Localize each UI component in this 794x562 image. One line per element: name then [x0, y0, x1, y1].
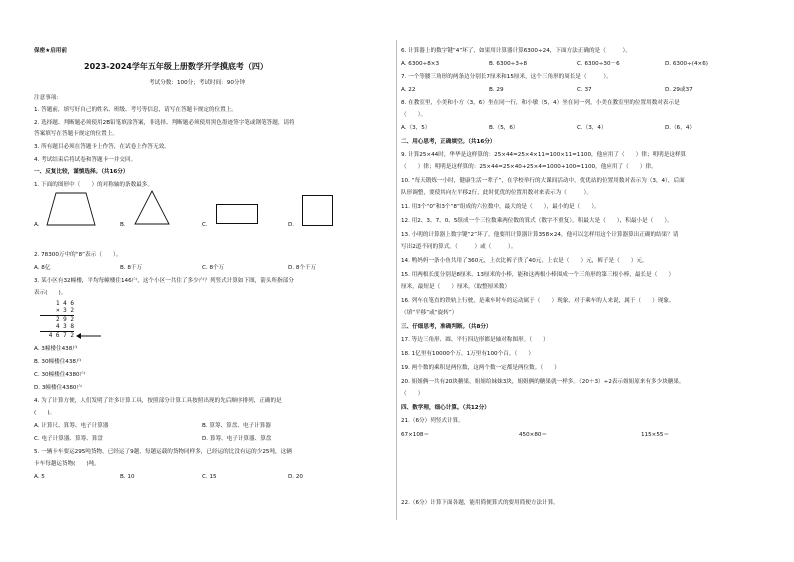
question-5-cont: 卡车每趟运货物( )吨。: [34, 461, 100, 467]
notes-heading: 注意事项：: [34, 95, 62, 101]
question-15: 15. 用两根长度分别是8厘米、13厘米的小棒，能和这两根小棒围成一个三角形的第三根小棒，最长是（ ）: [401, 272, 675, 278]
question-16-cont: （填“平移”或“旋转”）: [401, 310, 458, 316]
mult-row-2: × 3 2: [40, 307, 74, 315]
q3-option-d: D. 3幢楼住4380户: [34, 385, 83, 391]
question-3-cont: 表示( )。: [34, 290, 67, 296]
column-divider: [396, 40, 397, 520]
exam-title: 2023-2024学年五年级上册数学开学摸底考（四）: [84, 62, 268, 71]
q6-option-d: D. 6300÷(4×6): [665, 61, 708, 67]
q4-option-c: C. 电子计算器、算筹、算盘: [34, 436, 103, 442]
question-5: 5. 一辆卡车要运295吨货物，已经运了9趟，每趟运载的货物同样多，已经运的比没有运的少25吨，这辆: [34, 449, 292, 455]
question-19: 19. 两个数的乘积是两位数，这两个数一定都是两位数。（ ）: [401, 365, 560, 371]
question-15-cont: 厘米，最短是（ ）厘米。（取整厘米数）: [401, 284, 511, 290]
question-4: 4. 为了计算方便，人们发明了许多计算工具，按照部分计算工具按照出现的先后顺序排列，正确的是: [34, 398, 282, 404]
q21-item-2: 450×80＝: [519, 432, 548, 438]
q21-item-1: 67×108＝: [401, 432, 430, 438]
question-4-cont: ( )。: [34, 410, 56, 416]
q8-option-a: A.（3，5）: [401, 125, 431, 131]
question-21: 21.（6分）列竖式计算。: [401, 418, 464, 424]
q2-option-b: B. 8千万: [120, 265, 143, 271]
q8-option-b: B.（5，6）: [489, 125, 519, 131]
question-20-cont: （ ）: [401, 391, 424, 397]
q7-option-b: B. 29: [489, 87, 504, 93]
left-column: [34, 0, 394, 562]
q8-option-d: D.（6，4）: [665, 125, 695, 131]
section-4-heading: 四、数学理，细心计算。（共12分）: [401, 405, 490, 411]
q3-option-a: A. 3幢楼住438户: [34, 346, 78, 352]
question-13-cont: 写出2道不同的算式。（ ）或（ ）。: [401, 244, 517, 250]
q2-option-d: D. 8个千万: [288, 265, 317, 271]
q6-option-a: A. 6300÷8×3: [401, 61, 440, 67]
q5-option-c: C. 15: [202, 474, 217, 480]
question-8-cont: （ ）。: [401, 112, 427, 118]
note-1: 1. 答题前，填写好自己的姓名、班级、考号等信息，请写在答题卡规定的位置上。: [34, 107, 237, 113]
question-3: 3. 某小区有32幢楼，平均每幢楼住146户，这个小区一共住了多少户？列竖式计算如下图，箭头所指部分: [34, 278, 294, 284]
note-4: 4. 考试结束后将试卷和答题卡一并交回。: [34, 157, 137, 163]
q5-option-b: B. 10: [120, 474, 135, 480]
q7-option-d: D. 29或37: [665, 87, 693, 93]
question-9-cont: （ ）律；明明是这样算的：25×44=25×40+25×4=1000+100=1100，他应用了（ ）律。: [401, 164, 657, 170]
question-16: 16. 列车在笔直的铁轨上行驶，是乘车时车的运动属于（ ）现象，对于乘车的人来说，属于（ ）现象。: [401, 298, 675, 304]
question-10: 10. “每天锻炼一小时，健康生活一辈子”，在学校举行的大课间活动中，优优站的位置用数对表示为（3，4），后面: [401, 178, 685, 184]
q3-option-c: C. 30幢楼住4380户: [34, 372, 86, 378]
q2-option-c: C. 8个万: [202, 265, 225, 271]
arrow-icon: [76, 332, 102, 340]
q21-item-3: 115×55＝: [641, 432, 670, 438]
question-10-cont: 队形调整，要使其向左平移2行，此时优优的位置用数对来表示为（ ）。: [401, 190, 592, 196]
question-13: 13. 小明的计算器上数字键“2”坏了，他要用计算器计算358×24，他可以怎样用这个计算器算出正确的结果？请: [401, 232, 679, 238]
q5-option-a: A. 5: [34, 474, 45, 480]
q1-option-a: A.: [34, 222, 40, 228]
q2-option-a: A. 8亿: [34, 265, 51, 271]
section-3-heading: 三、仔细思考，准确判断。（共8分）: [401, 324, 492, 330]
question-6: 6. 计算器上的数字键“4”坏了，如果用计算器计算6300÷24，下面方法正确的是（ ）。: [401, 48, 631, 54]
q3-option-b: B. 30幢楼住438户: [34, 359, 82, 365]
q6-option-c: C. 6300÷30－6: [577, 61, 620, 67]
question-1: 1. 下面的图形中（ ）的对称轴的条数最多。: [34, 182, 153, 188]
section-2-heading: 二、用心思考，正确填空。（共16分）: [401, 139, 496, 145]
question-11: 11. 用3个“0”和3个“8”组成的六位数中，最大的是（ ），最小的是（ ）。: [401, 204, 600, 210]
question-18: 18. 1亿里有10000个万，1万里有100个百。（ ）: [401, 351, 534, 357]
mult-row-4: 4 3 8: [40, 323, 74, 331]
question-17: 17. 等边三角形、圆、平行四边形都是轴对称图形。（ ）: [401, 337, 549, 343]
right-column: [401, 0, 761, 562]
q1-option-b: B.: [120, 222, 126, 228]
question-12: 12. 用2、3、7、0、5组成一个三位数乘两位数的算式（数字不重复），积最大是（ ），积最小是（ ）。: [401, 218, 673, 224]
q4-option-d: D. 算筹、电子计算器、算盘: [202, 436, 272, 442]
square-shape: [302, 195, 333, 226]
mult-row-3: 2 9 2: [55, 315, 74, 323]
q7-option-c: C. 37: [577, 87, 592, 93]
trapezoid-shape: [46, 192, 96, 226]
vertical-multiplication: [40, 300, 74, 339]
q6-option-b: B. 6300÷3÷8: [489, 61, 528, 67]
q4-option-a: A. 计算尺、算筹、电子计算器: [34, 423, 109, 429]
question-8: 8. 在教室里，小美和小方（3，6）坐在同一行，和小敏（5，4）坐在同一列，小美在教室里的位置用数对表示是: [401, 100, 680, 106]
note-3: 3. 所有题目必须在答题卡上作答，在试卷上作答无效。: [34, 144, 170, 150]
q8-option-c: C.（3，4）: [577, 125, 607, 131]
mult-row-1: 1 4 6: [55, 300, 74, 307]
question-2: 2. 78300万中的“8”表示（ ）。: [34, 252, 122, 258]
question-20: 20. 姐姐俩一共有20块糖果，姐姐给妹妹3块，姐姐俩的糖果就一样多。（20＋3）÷2表示姐姐原来有多少块糖果。: [401, 379, 685, 385]
triangle-shape: [134, 190, 170, 226]
note-2: 2. 选择题、判断题必须使用2B铅笔填涂答案，非选择、判断题必须使用黑色墨迹签字笔或钢笔答题，请将: [34, 120, 295, 126]
q5-option-d: D. 20: [288, 474, 303, 480]
question-7: 7. 一个等腰三角形的两条边分别长7厘米和15厘米，这个三角形的周长是（ ）。: [401, 74, 612, 80]
q1-option-c: C.: [202, 222, 208, 228]
section-1-heading: 一、反复比较，谨慎选择。（共16分）: [34, 169, 129, 175]
exam-info: 考试分数：100分；考试时间：90分钟: [149, 80, 246, 86]
question-9: 9. 计算25×44时，华华是这样算的：25×44=25×4×11=100×11=1100，他应用了（ ）律；明明是这样算: [401, 152, 687, 158]
rectangle-shape: [216, 204, 258, 224]
q7-option-a: A. 22: [401, 87, 416, 93]
mult-row-5: 4 6 7 2: [48, 331, 74, 339]
confidential-mark: 保密★启用前: [34, 48, 67, 54]
question-14: 14. 鸭妈妈一条小鱼共用了360元，上衣比裤子贵了40元，上衣是（ ）元，裤子是（ ）元。: [401, 258, 648, 264]
q1-option-d: D.: [288, 222, 295, 228]
note-2-cont: 答案填写在答题卡规定的位置上。: [34, 131, 118, 137]
q4-option-b: B. 算筹、算盘、电子计算器: [202, 423, 271, 429]
question-22: 22.（6分）计算下面各题，能用简便算式的要用简便方法计算。: [401, 500, 559, 506]
